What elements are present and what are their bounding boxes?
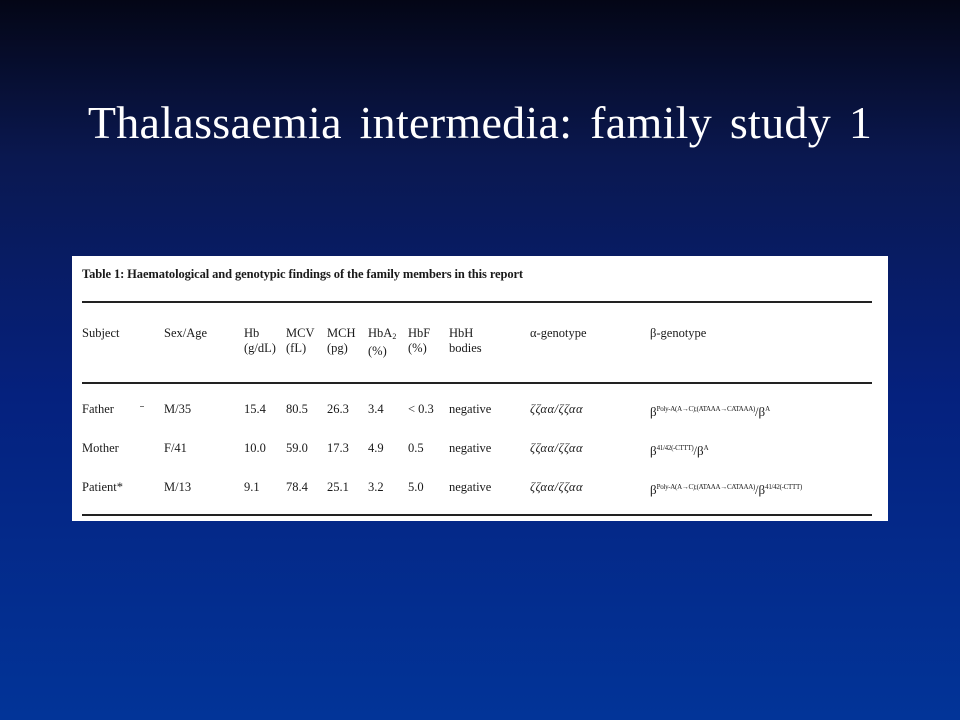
- beta-symbol: β: [650, 482, 657, 497]
- row-mother-hba2: 4.9: [368, 441, 384, 455]
- header-mcv-unit: (fL): [286, 341, 307, 355]
- header-hb-unit: (g/dL): [244, 341, 276, 355]
- row-patient-mch: 25.1: [327, 480, 349, 494]
- row-father-subject: Father: [82, 402, 114, 416]
- header-mch-unit: (pg): [327, 341, 348, 355]
- allele-separator: /: [755, 483, 759, 497]
- row-patient-subject: Patient*: [82, 480, 123, 494]
- row-mother-hbh: negative: [449, 441, 492, 455]
- row-mother-hb: 10.0: [244, 441, 266, 455]
- beta-symbol: β: [758, 404, 766, 419]
- header-hba2-subscript: 2: [392, 332, 397, 341]
- header-hba2-label: HbA: [368, 326, 393, 340]
- row-father-mch: 26.3: [327, 402, 349, 416]
- row-father-hba2: 3.4: [368, 402, 384, 416]
- beta-allele-1: Poly-A(A→C);(ATAAA→CATAAA): [656, 405, 756, 413]
- row-patient-alpha-genotype: ζζαα/ζζαα: [530, 480, 584, 494]
- header-mcv-label: MCV: [286, 326, 315, 340]
- header-mch-label: MCH: [327, 326, 356, 340]
- row-father-hbf: < 0.3: [408, 402, 434, 416]
- header-hb-label: Hb: [244, 326, 260, 340]
- beta-allele-2: A: [703, 444, 709, 452]
- table-header-rule: [82, 382, 872, 384]
- header-hbh-label: HbH: [449, 326, 474, 340]
- row-patient-sex-age: M/13: [164, 480, 192, 494]
- row-patient-hb: 9.1: [244, 480, 260, 494]
- beta-symbol: β: [650, 404, 657, 419]
- header-hbh-unit: bodies: [449, 341, 482, 355]
- beta-allele-1: 41/42(-CTTT): [656, 444, 694, 452]
- row-patient-beta-genotype: [650, 480, 802, 498]
- header-mcv: [286, 326, 314, 356]
- row-mother-sex-age: F/41: [164, 441, 187, 455]
- row-mother-subject: Mother: [82, 441, 119, 455]
- table-caption: Table 1: Haematological and genotypic findings of the family members in this report: [82, 267, 523, 281]
- header-sex-age: Sex/Age: [164, 326, 208, 340]
- header-hba2: [368, 326, 396, 359]
- beta-symbol: β: [650, 443, 657, 458]
- row-mother-mch: 17.3: [327, 441, 349, 455]
- beta-allele-2: 41/42(-CTTT): [765, 483, 802, 491]
- header-hbf-unit: (%): [408, 341, 427, 355]
- table-bottom-rule: [82, 514, 872, 516]
- row-father-hbh: negative: [449, 402, 492, 416]
- header-hbf: [408, 326, 430, 356]
- row-mother-mcv: 59.0: [286, 441, 308, 455]
- header-mch: [327, 326, 355, 356]
- beta-allele-2: A: [765, 405, 770, 413]
- beta-symbol: β: [696, 443, 704, 458]
- header-hbf-label: HbF: [408, 326, 431, 340]
- row-father-mcv: 80.5: [286, 402, 308, 416]
- row-mother-beta-genotype: [650, 441, 708, 459]
- allele-separator: /: [755, 405, 759, 419]
- header-hba2-unit: (%): [368, 344, 387, 358]
- row-patient-hbf: 5.0: [408, 480, 424, 494]
- beta-allele-1: Poly-A(A→C);(ATAAA→CATAAA): [656, 483, 756, 491]
- table-figure: [72, 256, 888, 521]
- row-patient-mcv: 78.4: [286, 480, 308, 494]
- row-father-alpha-genotype: ζζαα/ζζαα: [530, 402, 584, 416]
- row-patient-hba2: 3.2: [368, 480, 384, 494]
- slide-title: Thalassaemia intermedia: family study 1: [87, 97, 873, 148]
- allele-separator: /: [693, 444, 697, 458]
- scan-mark: [140, 406, 144, 407]
- row-mother-alpha-genotype: ζζαα/ζζαα: [530, 441, 584, 455]
- row-father-beta-genotype: [650, 402, 770, 420]
- header-alpha-genotype: α-genotype: [530, 326, 587, 340]
- row-father-hb: 15.4: [244, 402, 266, 416]
- row-mother-hbf: 0.5: [408, 441, 424, 455]
- row-father-sex-age: M/35: [164, 402, 192, 416]
- header-hbh: [449, 326, 482, 356]
- row-patient-hbh: negative: [449, 480, 492, 494]
- header-hb: [244, 326, 276, 356]
- table-top-rule: [82, 301, 872, 303]
- header-subject: Subject: [82, 326, 120, 340]
- beta-symbol: β: [758, 482, 766, 497]
- header-beta-genotype: β-genotype: [650, 326, 707, 340]
